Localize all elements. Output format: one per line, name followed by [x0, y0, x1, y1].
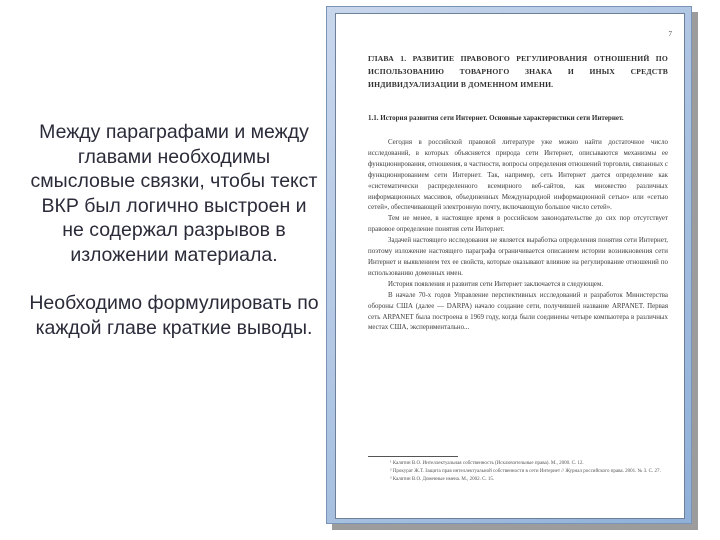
body-paragraph: Задачей настоящего исследования не является выработка определения понятия сети Интернет, поэтому изложение настоящего параграфа ограничивается описанием истории возникновения сети Интернет и выявлением тех ее свойств, которые оказывают влияние на регулирование отношений по использованию доменных имен.	[368, 237, 668, 277]
footnote: ³ Калятин В.О. Доменные имена. М., 2002. С. 15.	[390, 476, 495, 482]
body-paragraph: Сегодня в российской правовой литературе уже можно найти достаточное число исследований, в которых объясняется природа сети Интернет, описываются механизмы ее функционирования, отношения, в частности, вопросы определения отношений торговли, связанных с функционированием сети Интернет. Так, например, сеть Интернет дается определение как «систематически распределенного всемирного веб-сайтов, как множество различных информационных массивов, объединенных Международной информационной сетью» или «сетью сетей», обеспечивающей электронную почту, включающую большое число сетей».	[368, 139, 668, 212]
body-text	[368, 138, 668, 334]
page-frame	[326, 6, 692, 524]
section-title: 1.1. История развития сети Интернет. Основные характеристики сети Интернет.	[368, 114, 624, 122]
body-paragraph: Тем не менее, в настоящее время в российском законодательстве до сих пор отсутствует правовое определение понятия сети Интернет.	[368, 215, 668, 234]
footnote: ¹ Калятин В.О. Интеллектуальная собственность (Исключительные права). М., 2000. С. 12.	[390, 461, 584, 466]
footnote-divider	[368, 456, 458, 457]
page-number: 7	[668, 30, 672, 38]
document-preview	[326, 6, 704, 530]
slide-paragraph-conclusions: Необходимо формулировать по каждой главе краткие выводы.	[29, 292, 319, 339]
footnotes	[368, 460, 668, 483]
body-paragraph: История появления и развития сети Интернет заключается в следующем.	[388, 280, 604, 288]
footnote: ² Прокурат Ж.Т. Защита прав интеллектуальной собственности в сети Интернет // Журнал российского права. 2001. № 3. С. 27.	[390, 468, 661, 474]
document-page	[335, 13, 685, 519]
slide-text-block	[28, 120, 320, 340]
slide-paragraph-connections: Между параграфами и между главами необходимы смысловые связки, чтобы текст ВКР был логично выстроен и не содержал разрывов в изложении материала.	[30, 121, 318, 266]
chapter-title: ГЛАВА 1. РАЗВИТИЕ ПРАВОВОГО РЕГУЛИРОВАНИЯ ОТНОШЕНИЙ ПО ИСПОЛЬЗОВАНИЮ ТОВАРНОГО ЗНАКА И ИНЫХ СРЕДСТВ ИНДИВИДУАЛИЗАЦИИ В ДОМЕННОМ ИМЕНИ.	[368, 54, 668, 89]
body-paragraph: В начале 70-х годов Управление перспективных исследований и разработок Министерства обороны США (далее — DARPA) начало создание сети, получившей название ARPANET. Первая сеть ARPANET была построена в 1969 году, когда были соединены четыре компьютера в различных местах США, экспериментально...	[368, 291, 668, 332]
